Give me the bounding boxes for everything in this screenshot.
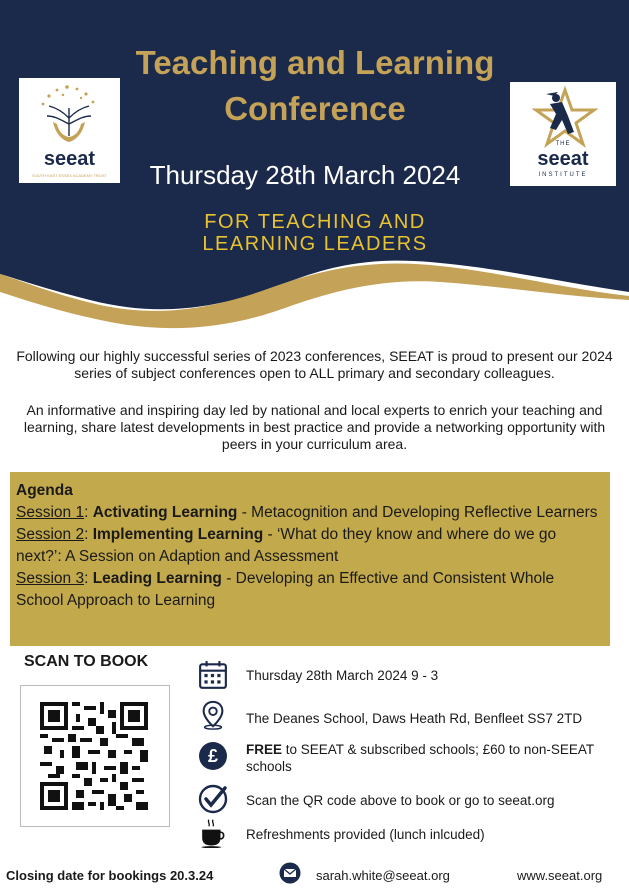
- calendar-icon: [198, 660, 228, 690]
- session-separator: :: [84, 504, 93, 521]
- seeat-trust-logo: [19, 78, 120, 183]
- seeat-institute-logo: [510, 82, 616, 186]
- session-separator: :: [84, 570, 93, 587]
- mail-icon: [279, 862, 301, 884]
- agenda-heading: Agenda: [16, 482, 73, 499]
- audience-subtitle: [140, 211, 490, 255]
- right-logo-institute: INSTITUTE: [538, 172, 588, 178]
- audience-line-1: FOR TEACHING AND: [204, 211, 426, 233]
- free-label: FREE: [246, 742, 283, 757]
- intro-paragraph-1: Following our highly successful series of 2023 conferences, SEEAT is proud to present our 2024 series of subject conferences open to ALL primary and secondary colleagues.: [16, 348, 613, 381]
- conference-date: Thursday 28th March 2024: [149, 160, 461, 190]
- header-banner: [0, 0, 629, 330]
- scan-to-book-heading: SCAN TO BOOK: [24, 653, 149, 670]
- conference-title: [100, 40, 530, 132]
- detail-text: Thursday 28th March 2024 9 - 3: [246, 668, 439, 683]
- session-title: Activating Learning: [92, 504, 238, 521]
- session-label: Session 1: [16, 504, 85, 521]
- closing-date: Closing date for bookings 20.3.24: [6, 868, 214, 883]
- coffee-cup-icon: [198, 818, 228, 848]
- session-title: Leading Learning: [92, 570, 222, 587]
- right-logo-wordmark: seeat: [537, 148, 589, 170]
- left-logo-wordmark: seeat: [43, 148, 96, 170]
- qr-code[interactable]: [40, 702, 148, 810]
- detail-text: [246, 741, 606, 775]
- session-title: Implementing Learning: [92, 526, 264, 543]
- agenda-session-1: [16, 502, 602, 524]
- pound-icon: [198, 741, 228, 771]
- detail-text: The Deanes School, Daws Heath Rd, Benfleet SS7 2TD: [246, 711, 583, 726]
- right-logo-the: THE: [555, 141, 571, 147]
- agenda-session-3: [16, 568, 602, 612]
- title-line-1: Teaching and Learning: [135, 44, 495, 81]
- audience-line-2: LEARNING LEADERS: [202, 233, 428, 255]
- agenda-box: [10, 472, 610, 646]
- location-pin-icon: [198, 700, 228, 730]
- svg-text:£: £: [207, 746, 219, 766]
- session-description: - Metacognition and Developing Reflective Learners: [237, 504, 598, 521]
- contact-email-link[interactable]: sarah.white@seeat.org: [316, 868, 450, 883]
- detail-text: Refreshments provided (lunch inlcuded): [246, 827, 485, 842]
- detail-text: Scan the QR code above to book or go to seeat.org: [246, 793, 555, 808]
- website-link[interactable]: www.seeat.org: [517, 868, 603, 883]
- agenda-session-2: [16, 524, 602, 568]
- cost-text: to SEEAT & subscribed schools; £60 to non-SEEAT schools: [246, 742, 594, 774]
- session-label: Session 2: [16, 526, 85, 543]
- session-description: - ‘What do they know and where do we go next?’: A Session on Adaption and Assessment: [16, 526, 557, 565]
- title-line-2: Conference: [224, 90, 406, 127]
- left-logo-tagline: SOUTH EAST ESSEX ACADEMY TRUST: [32, 173, 107, 178]
- session-description: - Developing an Effective and Consistent Whole School Approach to Learning: [16, 570, 555, 609]
- session-label: Session 3: [16, 570, 85, 587]
- checkmark-icon: [198, 784, 228, 814]
- session-separator: :: [84, 526, 93, 543]
- intro-paragraph-2: An informative and inspiring day led by national and local experts to enrich your teaching and learning, share latest developments in best practice and provide a networking opportunity with peers in your curriculum area.: [23, 402, 606, 452]
